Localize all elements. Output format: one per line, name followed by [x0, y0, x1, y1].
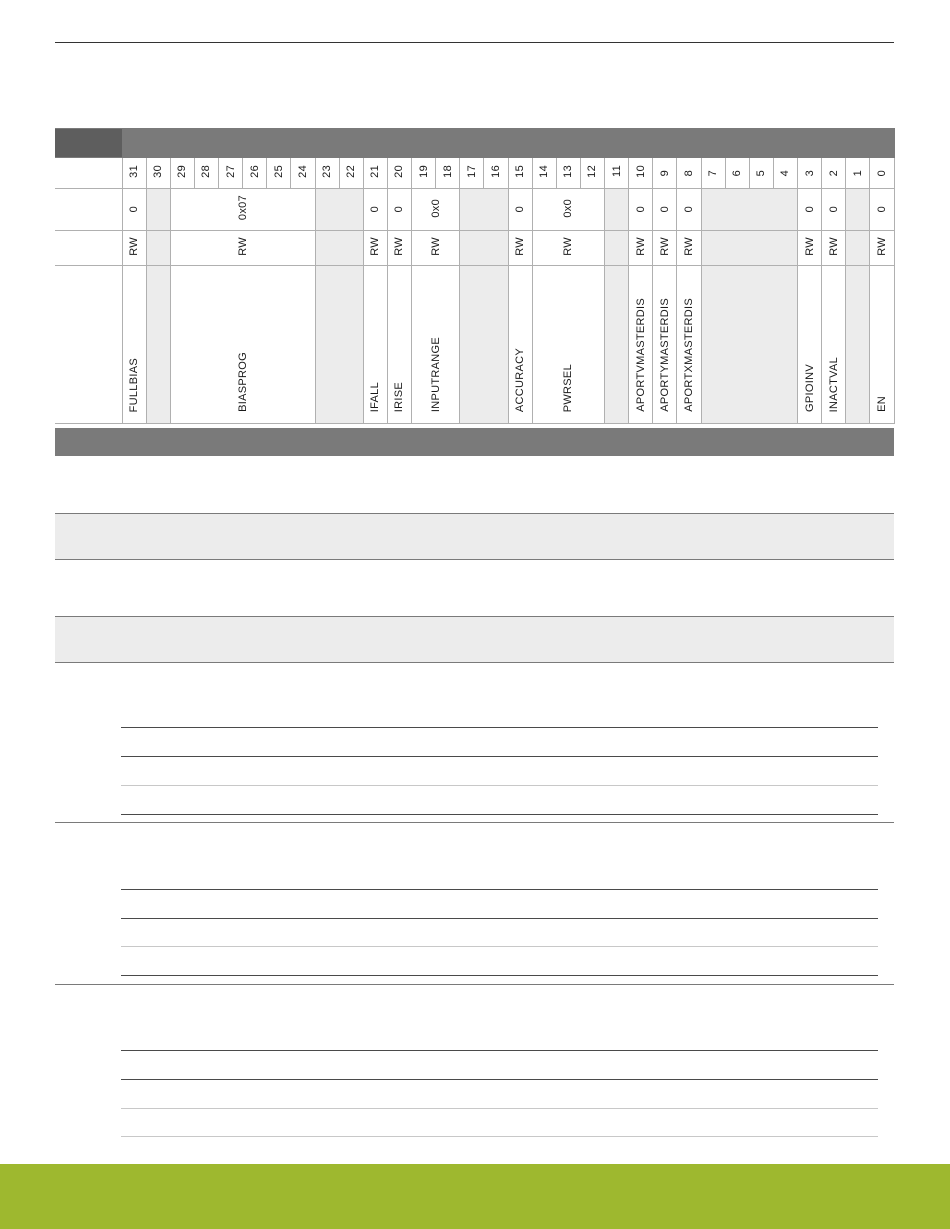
bit-number-cell [556, 158, 580, 189]
reserved-field-cell [146, 266, 170, 424]
access-cell-text: RW [236, 237, 249, 256]
bit-number-cell-text: 18 [441, 165, 454, 178]
enum-table-rule [121, 1079, 878, 1080]
bit-number-cell [629, 158, 653, 189]
field-name-cell-text: PWRSEL [562, 363, 575, 412]
reset-value-cell-text: 0 [875, 206, 888, 213]
field-name-cell-text: APORTXMASTERDIS [682, 298, 695, 412]
reset-value-cell [363, 189, 387, 231]
bit-number-cell-text: 22 [345, 165, 358, 178]
field-description-row [55, 823, 894, 985]
reserved-field-cell [315, 266, 363, 424]
bit-number-cell [412, 158, 436, 189]
enum-table-rule [121, 889, 878, 890]
bit-number-cell-text: 25 [272, 165, 285, 178]
field-name-cell-text: ACCURACY [514, 347, 527, 412]
reset-value-cell [387, 189, 411, 231]
reserved-access-cell [701, 231, 798, 266]
field-name-cell-text: GPIOINV [803, 364, 816, 412]
bit-number-cell [194, 158, 218, 189]
reserved-reset-cell [701, 189, 798, 231]
bit-number-cell [436, 158, 460, 189]
reset-value-cell [798, 189, 822, 231]
enum-table-rule [121, 1108, 878, 1109]
bit-number-cell-text: 0 [875, 169, 888, 176]
field-name-cell-text: INPUTRANGE [429, 336, 442, 412]
access-cell-text: RW [514, 237, 527, 256]
field-name-cell-text: FULLBIAS [128, 357, 141, 412]
bit-number-cell [508, 158, 532, 189]
field-name-cell [412, 266, 460, 424]
reserved-reset-cell [315, 189, 363, 231]
access-cell-text: RW [682, 237, 695, 256]
reset-value-cell-text: 0 [634, 206, 647, 213]
bit-number-cell [219, 158, 243, 189]
bit-number-cell-text: 27 [224, 165, 237, 178]
enum-table-rule [121, 785, 878, 786]
bit-number-cell [315, 158, 339, 189]
bit-number-cell [846, 158, 870, 189]
bit-number-cell-text: 30 [152, 165, 165, 178]
reset-value-cell [629, 189, 653, 231]
bit-number-cell-text: 17 [465, 165, 478, 178]
reserved-field-cell [460, 266, 508, 424]
bit-number-cell [387, 158, 411, 189]
bit-number-cell-text: 19 [417, 165, 430, 178]
bit-number-cell [749, 158, 773, 189]
page-footer-bar [0, 1164, 950, 1229]
reserved-reset-cell [146, 189, 170, 231]
bit-number-cell [870, 158, 894, 189]
access-cell-text: RW [393, 237, 406, 256]
reset-value-cell [870, 189, 894, 231]
bit-number-cell-text: 4 [779, 169, 792, 176]
access-row-label [55, 231, 122, 266]
access-cell-text: RW [429, 237, 442, 256]
bit-number-cell [773, 158, 797, 189]
bit-number-cell-text: 26 [248, 165, 261, 178]
bit-number-cell-text: 9 [658, 169, 671, 176]
enum-table-rule [121, 814, 878, 815]
field-name-cell-text: INACTVAL [827, 356, 840, 412]
access-cell-text: RW [803, 237, 816, 256]
bit-number-cell [243, 158, 267, 189]
bit-number-cell [460, 158, 484, 189]
reset-value-cell [532, 189, 604, 231]
access-cell [798, 231, 822, 266]
top-rule [55, 42, 894, 43]
reserved-reset-cell [460, 189, 508, 231]
access-cell-text: RW [562, 237, 575, 256]
reset-value-cell-text: 0x0 [562, 198, 575, 218]
bit-number-cell-text: 20 [393, 165, 406, 178]
access-cell-text: RW [634, 237, 647, 256]
reset-value-cell-text: 0x07 [236, 195, 249, 221]
field-name-cell [532, 266, 604, 424]
reserved-access-cell [846, 231, 870, 266]
field-name-cell [122, 266, 146, 424]
bit-number-cell-text: 7 [707, 169, 720, 176]
bit-number-cell [484, 158, 508, 189]
access-cell-text: RW [128, 237, 141, 256]
access-cell [822, 231, 846, 266]
bit-number-cell-text: 8 [682, 169, 695, 176]
register-header-row [55, 129, 894, 158]
reset-value-cell [122, 189, 146, 231]
access-cell [363, 231, 387, 266]
bit-number-cell-text: 12 [586, 165, 599, 178]
access-cell-text: RW [827, 237, 840, 256]
reset-row-label [55, 189, 122, 231]
bit-number-cell-text: 11 [610, 165, 623, 178]
field-name-cell [653, 266, 677, 424]
reserved-field-cell [846, 266, 870, 424]
field-name-cell [170, 266, 315, 424]
reset-value-cell [508, 189, 532, 231]
reserved-access-cell [315, 231, 363, 266]
enum-table-rule [121, 1050, 878, 1051]
bit-number-cell [677, 158, 701, 189]
reset-value-cell-text: 0 [658, 206, 671, 213]
field-name-row [55, 266, 894, 424]
access-cell [532, 231, 604, 266]
reset-value-cell [653, 189, 677, 231]
bit-number-cell-text: 2 [827, 169, 840, 176]
access-cell [653, 231, 677, 266]
field-description-header [55, 428, 894, 456]
reserved-access-cell [146, 231, 170, 266]
access-cell-text: RW [875, 237, 888, 256]
bit-number-cell [580, 158, 604, 189]
field-name-cell-text: EN [875, 396, 888, 412]
enum-table-rule [121, 975, 878, 976]
field-name-cell [629, 266, 653, 424]
bit-number-cell [701, 158, 725, 189]
enum-table-rule [121, 727, 878, 728]
bit-number-cell-text: 13 [562, 165, 575, 178]
field-name-cell-text: IRISE [393, 381, 406, 412]
bit-number-cell-text: 1 [851, 169, 864, 176]
access-cell [870, 231, 894, 266]
field-description-row [55, 663, 894, 823]
bit-number-cell-text: 15 [514, 165, 527, 178]
field-name-cell-text: BIASPROG [236, 352, 249, 412]
bit-number-row [55, 158, 894, 189]
reset-value-cell-text: 0 [393, 206, 406, 213]
reset-value-cell-text: 0 [369, 206, 382, 213]
field-description-row [55, 456, 894, 514]
bit-number-cell [798, 158, 822, 189]
field-name-cell [870, 266, 894, 424]
bit-number-cell-text: 10 [634, 165, 647, 178]
access-row [55, 231, 894, 266]
reset-value-cell-text: 0x0 [429, 198, 442, 218]
field-name-cell-text: APORTVMASTERDIS [634, 298, 647, 412]
header-label-cell [55, 129, 122, 158]
bit-number-cell [146, 158, 170, 189]
reset-value-cell-text: 0 [682, 206, 695, 213]
field-name-cell-text: APORTYMASTERDIS [658, 298, 671, 412]
register-bit-table [55, 128, 895, 424]
field-name-cell [387, 266, 411, 424]
bit-number-cell [725, 158, 749, 189]
access-cell-text: RW [369, 237, 382, 256]
enum-table-rule [121, 1136, 878, 1137]
access-cell-text: RW [658, 237, 671, 256]
reset-value-cell [170, 189, 315, 231]
bit-number-cell-text: 24 [296, 165, 309, 178]
enum-table-rule [121, 918, 878, 919]
bit-number-cell-text: 16 [489, 165, 502, 178]
access-cell [122, 231, 146, 266]
bit-number-cell [363, 158, 387, 189]
bit-number-cell-text: 21 [369, 165, 382, 178]
reset-value-cell-text: 0 [803, 206, 816, 213]
access-cell [387, 231, 411, 266]
reset-value-cell [412, 189, 460, 231]
reserved-access-cell [605, 231, 629, 266]
bit-number-cell-text: 3 [803, 169, 816, 176]
bit-number-cell [170, 158, 194, 189]
bit-number-cell [605, 158, 629, 189]
header-title-cell [122, 129, 894, 158]
bit-number-cell [291, 158, 315, 189]
reserved-reset-cell [605, 189, 629, 231]
bit-number-cell [822, 158, 846, 189]
reserved-field-cell [701, 266, 798, 424]
name-row-label [55, 266, 122, 424]
bit-number-cell [122, 158, 146, 189]
reset-value-cell [822, 189, 846, 231]
field-name-cell-text: IFALL [369, 381, 382, 412]
access-cell [412, 231, 460, 266]
enum-table-rule [121, 756, 878, 757]
bit-number-cell-text: 31 [128, 165, 141, 178]
reserved-field-cell [605, 266, 629, 424]
field-description-row [55, 514, 894, 560]
bit-number-cell [532, 158, 556, 189]
bit-number-cell-text: 14 [538, 165, 551, 178]
bit-number-cell-text: 29 [176, 165, 189, 178]
reset-value-cell [677, 189, 701, 231]
field-name-cell [363, 266, 387, 424]
bit-number-cell-text: 5 [755, 169, 768, 176]
access-cell [170, 231, 315, 266]
access-cell [677, 231, 701, 266]
bit-row-label [55, 158, 122, 189]
field-name-cell [508, 266, 532, 424]
bit-number-cell-text: 28 [200, 165, 213, 178]
field-description-row [55, 617, 894, 663]
enum-table-rule [121, 946, 878, 947]
access-cell [629, 231, 653, 266]
field-name-cell [677, 266, 701, 424]
bit-number-cell [653, 158, 677, 189]
field-description-row [55, 560, 894, 617]
access-cell [508, 231, 532, 266]
reset-value-row [55, 189, 894, 231]
bit-number-cell [339, 158, 363, 189]
bit-number-cell-text: 6 [731, 169, 744, 176]
reset-value-cell-text: 0 [128, 206, 141, 213]
reserved-access-cell [460, 231, 508, 266]
reset-value-cell-text: 0 [514, 206, 527, 213]
reserved-reset-cell [846, 189, 870, 231]
reset-value-cell-text: 0 [827, 206, 840, 213]
bit-number-cell [267, 158, 291, 189]
field-name-cell [798, 266, 822, 424]
bit-number-cell-text: 23 [321, 165, 334, 178]
field-name-cell [822, 266, 846, 424]
